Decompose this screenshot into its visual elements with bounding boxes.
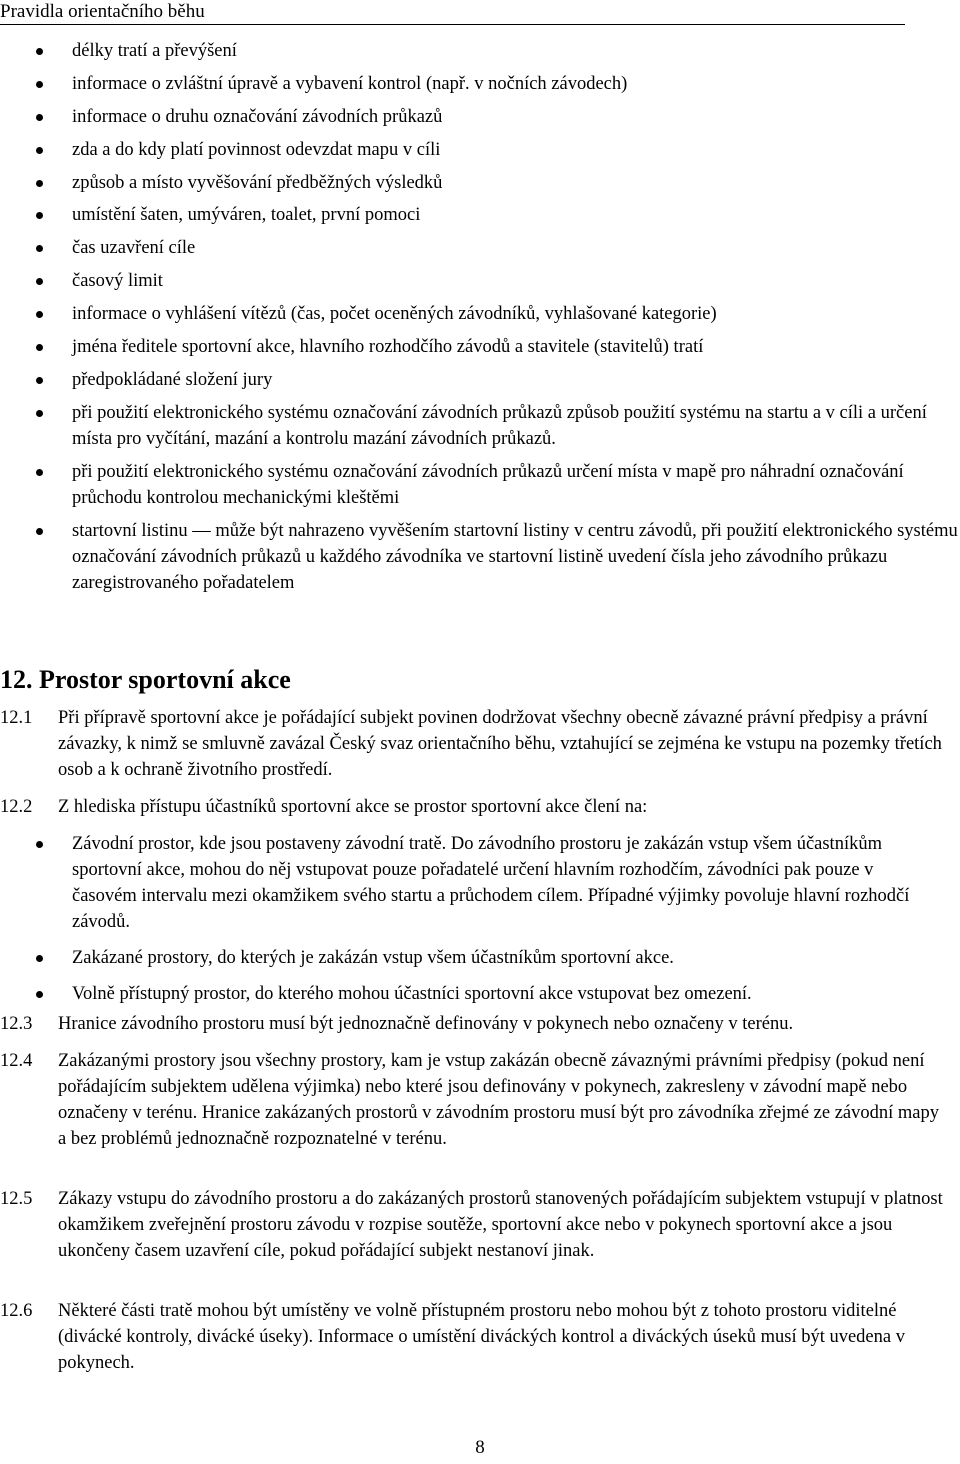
page-number: 8	[475, 1437, 485, 1458]
bullet-icon	[36, 48, 43, 55]
list-item: zda a do kdy platí povinnost odevzdat mapu v cíli	[0, 137, 960, 163]
bullet-icon	[36, 278, 43, 285]
paragraph-text: Některé části tratě mohou být umístěny ve volně přístupném prostoru nebo mohou být z tohoto prostoru viditelné (divácké kontroly, divácké úseky). Informace o umístění diváckých kontrol a diváckých úseků musí být uvedena v pokynech.	[58, 1301, 905, 1373]
paragraph-number: 12.4	[0, 1051, 33, 1071]
list-item: jména ředitele sportovní akce, hlavního rozhodčího závodů a stavitele (stavitelů) tratí	[0, 334, 960, 360]
bullet-icon	[36, 245, 43, 252]
paragraph-text: Při přípravě sportovní akce je pořádající subjekt povinen dodržovat všechny obecně závazné právní předpisy a právní závazky, k nimž se smluvně zavázal Český svaz orientačního běhu, vztahující se zejména ke vstupu na pozemky třetích osob a k ochraně životního prostředí.	[58, 708, 942, 780]
info-bullet-list	[0, 38, 960, 602]
list-item: umístění šaten, umýváren, toalet, první pomoci	[0, 202, 960, 228]
paragraph-number: 12.6	[0, 1301, 33, 1321]
paragraph-number: 12.5	[0, 1189, 33, 1209]
header-title: Pravidla orientačního běhu	[0, 1, 205, 22]
page-header	[0, 2, 905, 25]
bullet-icon	[36, 81, 43, 88]
bullet-icon	[36, 212, 43, 219]
bullet-icon	[36, 180, 43, 187]
bullet-icon	[36, 955, 43, 962]
list-item: Závodní prostor, kde jsou postaveny závodní tratě. Do závodního prostoru je zakázán vstup všem účastníkům sportovní akce, mohou do něj vstupovat pouze pořadatelé určení hlavním rozhodčím, závodníci pak pouze v časovém intervalu mezi okamžikem svého startu a průchodem cílem. Případné výjimky povoluje hlavní rozhodčí závodů.	[0, 831, 932, 935]
paragraph-12-2	[0, 794, 950, 820]
list-item: délky tratí a převýšení	[0, 38, 960, 64]
list-item: informace o zvláštní úpravě a vybavení kontrol (např. v nočních závodech)	[0, 71, 960, 97]
section-title: 12. Prostor sportovní akce	[0, 665, 291, 694]
list-item: časový limit	[0, 268, 960, 294]
paragraph-text: Zákazy vstupu do závodního prostoru a do zakázaných prostorů stanovených pořádajícím subjektem vstupují v platnost okamžikem zveřejnění prostoru závodu v rozpise soutěže, sportovní akce nebo v pokynech sportovní akce a jsou ukončeny časem uzavření cíle, pokud pořádající subjekt nestanoví jinak.	[58, 1189, 943, 1261]
paragraph-12-4	[0, 1048, 950, 1152]
area-bullet-list	[0, 831, 960, 1017]
list-item: Volně přístupný prostor, do kterého mohou účastníci sportovní akce vstupovat bez omezení.	[0, 981, 932, 1007]
paragraph-number: 12.3	[0, 1014, 33, 1034]
bullet-icon	[36, 344, 43, 351]
list-item: při použití elektronického systému označování závodních průkazů způsob použití systému na startu a v cíli a určení místa pro vyčítání, mazání a kontrolu mazání závodních průkazů.	[0, 400, 960, 452]
bullet-icon	[36, 469, 43, 476]
list-item: informace o druhu označování závodních průkazů	[0, 104, 960, 130]
list-item: předpokládané složení jury	[0, 367, 960, 393]
bullet-icon	[36, 841, 43, 848]
paragraph-12-1	[0, 705, 950, 783]
bullet-icon	[36, 114, 43, 121]
paragraph-text: Zakázanými prostory jsou všechny prostory, kam je vstup zakázán obecně závaznými právními předpisy (pokud není pořádajícím subjektem udělena výjimka) nebo které jsou definovány v pokynech, zakresleny v závodní mapě nebo označeny v terénu. Hranice zakázaných prostorů v závodním prostoru musí být pro závodníka zřejmé ze závodní mapy a bez problémů jednoznačně rozpoznatelné v terénu.	[58, 1051, 939, 1149]
list-item: při použití elektronického systému označování závodních průkazů určení místa v mapě pro náhradní označování průchodu kontrolou mechanickými kleštěmi	[0, 459, 960, 511]
list-item: startovní listinu — může být nahrazeno vyvěšením startovní listiny v centru závodů, při použití elektronického systému označování závodních průkazů u každého závodníka ve startovní listině uvedení čísla jeho závodního průkazu zaregistrovaného pořadatelem	[0, 518, 960, 596]
list-item: informace o vyhlášení vítězů (čas, počet oceněných závodníků, vyhlašované kategorie)	[0, 301, 960, 327]
list-item: čas uzavření cíle	[0, 235, 960, 261]
paragraph-text: Hranice závodního prostoru musí být jednoznačně definovány v pokynech nebo označeny v terénu.	[58, 1014, 794, 1034]
bullet-icon	[36, 528, 43, 535]
list-item: způsob a místo vyvěšování předběžných výsledků	[0, 170, 960, 196]
bullet-icon	[36, 147, 43, 154]
list-item: Zakázané prostory, do kterých je zakázán vstup všem účastníkům sportovní akce.	[0, 945, 932, 971]
paragraph-number: 12.2	[0, 797, 33, 817]
paragraph-12-6	[0, 1298, 950, 1376]
paragraph-text: Z hlediska přístupu účastníků sportovní akce se prostor sportovní akce člení na:	[58, 797, 648, 817]
bullet-icon	[36, 311, 43, 318]
paragraph-12-5	[0, 1186, 950, 1264]
bullet-icon	[36, 410, 43, 417]
paragraph-number: 12.1	[0, 708, 33, 728]
paragraph-12-3	[0, 1011, 950, 1037]
bullet-icon	[36, 377, 43, 384]
bullet-icon	[36, 991, 43, 998]
